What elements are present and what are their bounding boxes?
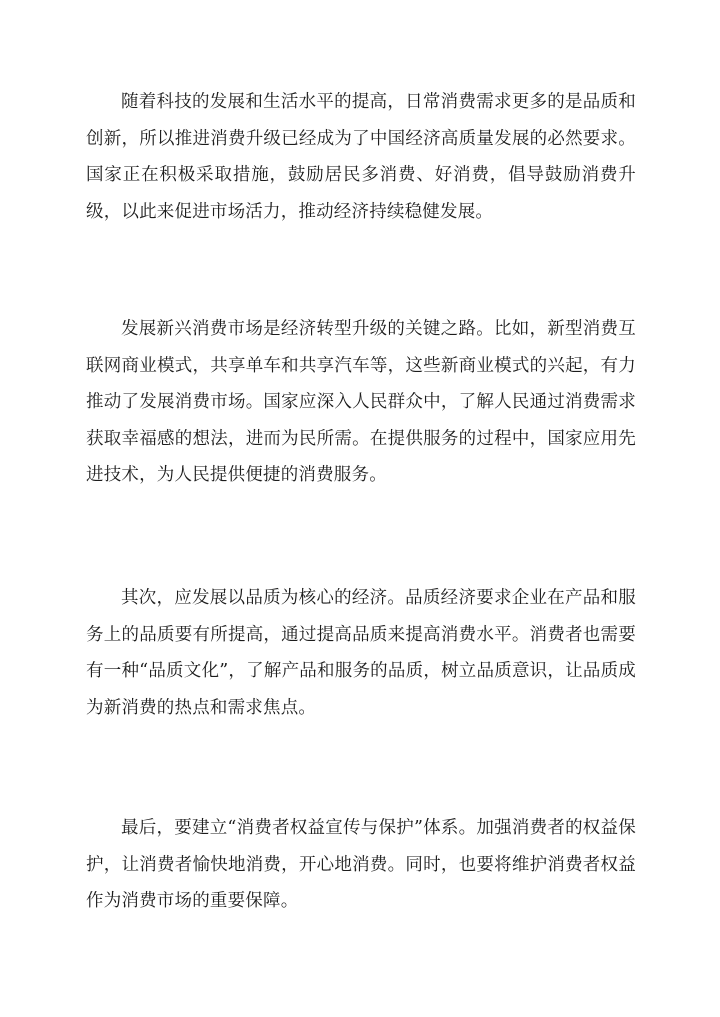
paragraph-consumption-upgrade: 随着科技的发展和生活水平的提高，日常消费需求更多的是品质和创新，所以推进消费升级已经成为了中国经济高质量发展的必然要求。国家正在积极采取措施，鼓励居民多消费、好消费，倡导鼓励消费升级，以此来促进市场活力，推动经济持续稳健发展。 xyxy=(86,92,636,222)
paragraph-emerging-markets: 发展新兴消费市场是经济转型升级的关键之路。比如，新型消费互联网商业模式，共享单车和共享汽车等，这些新商业模式的兴起，有力推动了发展消费市场。国家应深入人民群众中，了解人民通过消费需求获取幸福感的想法，进而为民所需。在提供服务的过程中，国家应用先进技术，为人民提供便捷的消费服务。 xyxy=(86,319,636,486)
paragraph-consumer-rights: 最后，要建立“消费者权益宣传与保护”体系。加强消费者的权益保护，让消费者愉快地消费，开心地消费。同时，也要将维护消费者权益作为消费市场的重要保障。 xyxy=(86,818,636,912)
paragraph-quality-economy: 其次，应发展以品质为核心的经济。品质经济要求企业在产品和服务上的品质要有所提高，通过提高品质来提高消费水平。消费者也需要有一种“品质文化”，了解产品和服务的品质，树立品质意识，让品质成为新消费的热点和需求焦点。 xyxy=(86,588,636,718)
